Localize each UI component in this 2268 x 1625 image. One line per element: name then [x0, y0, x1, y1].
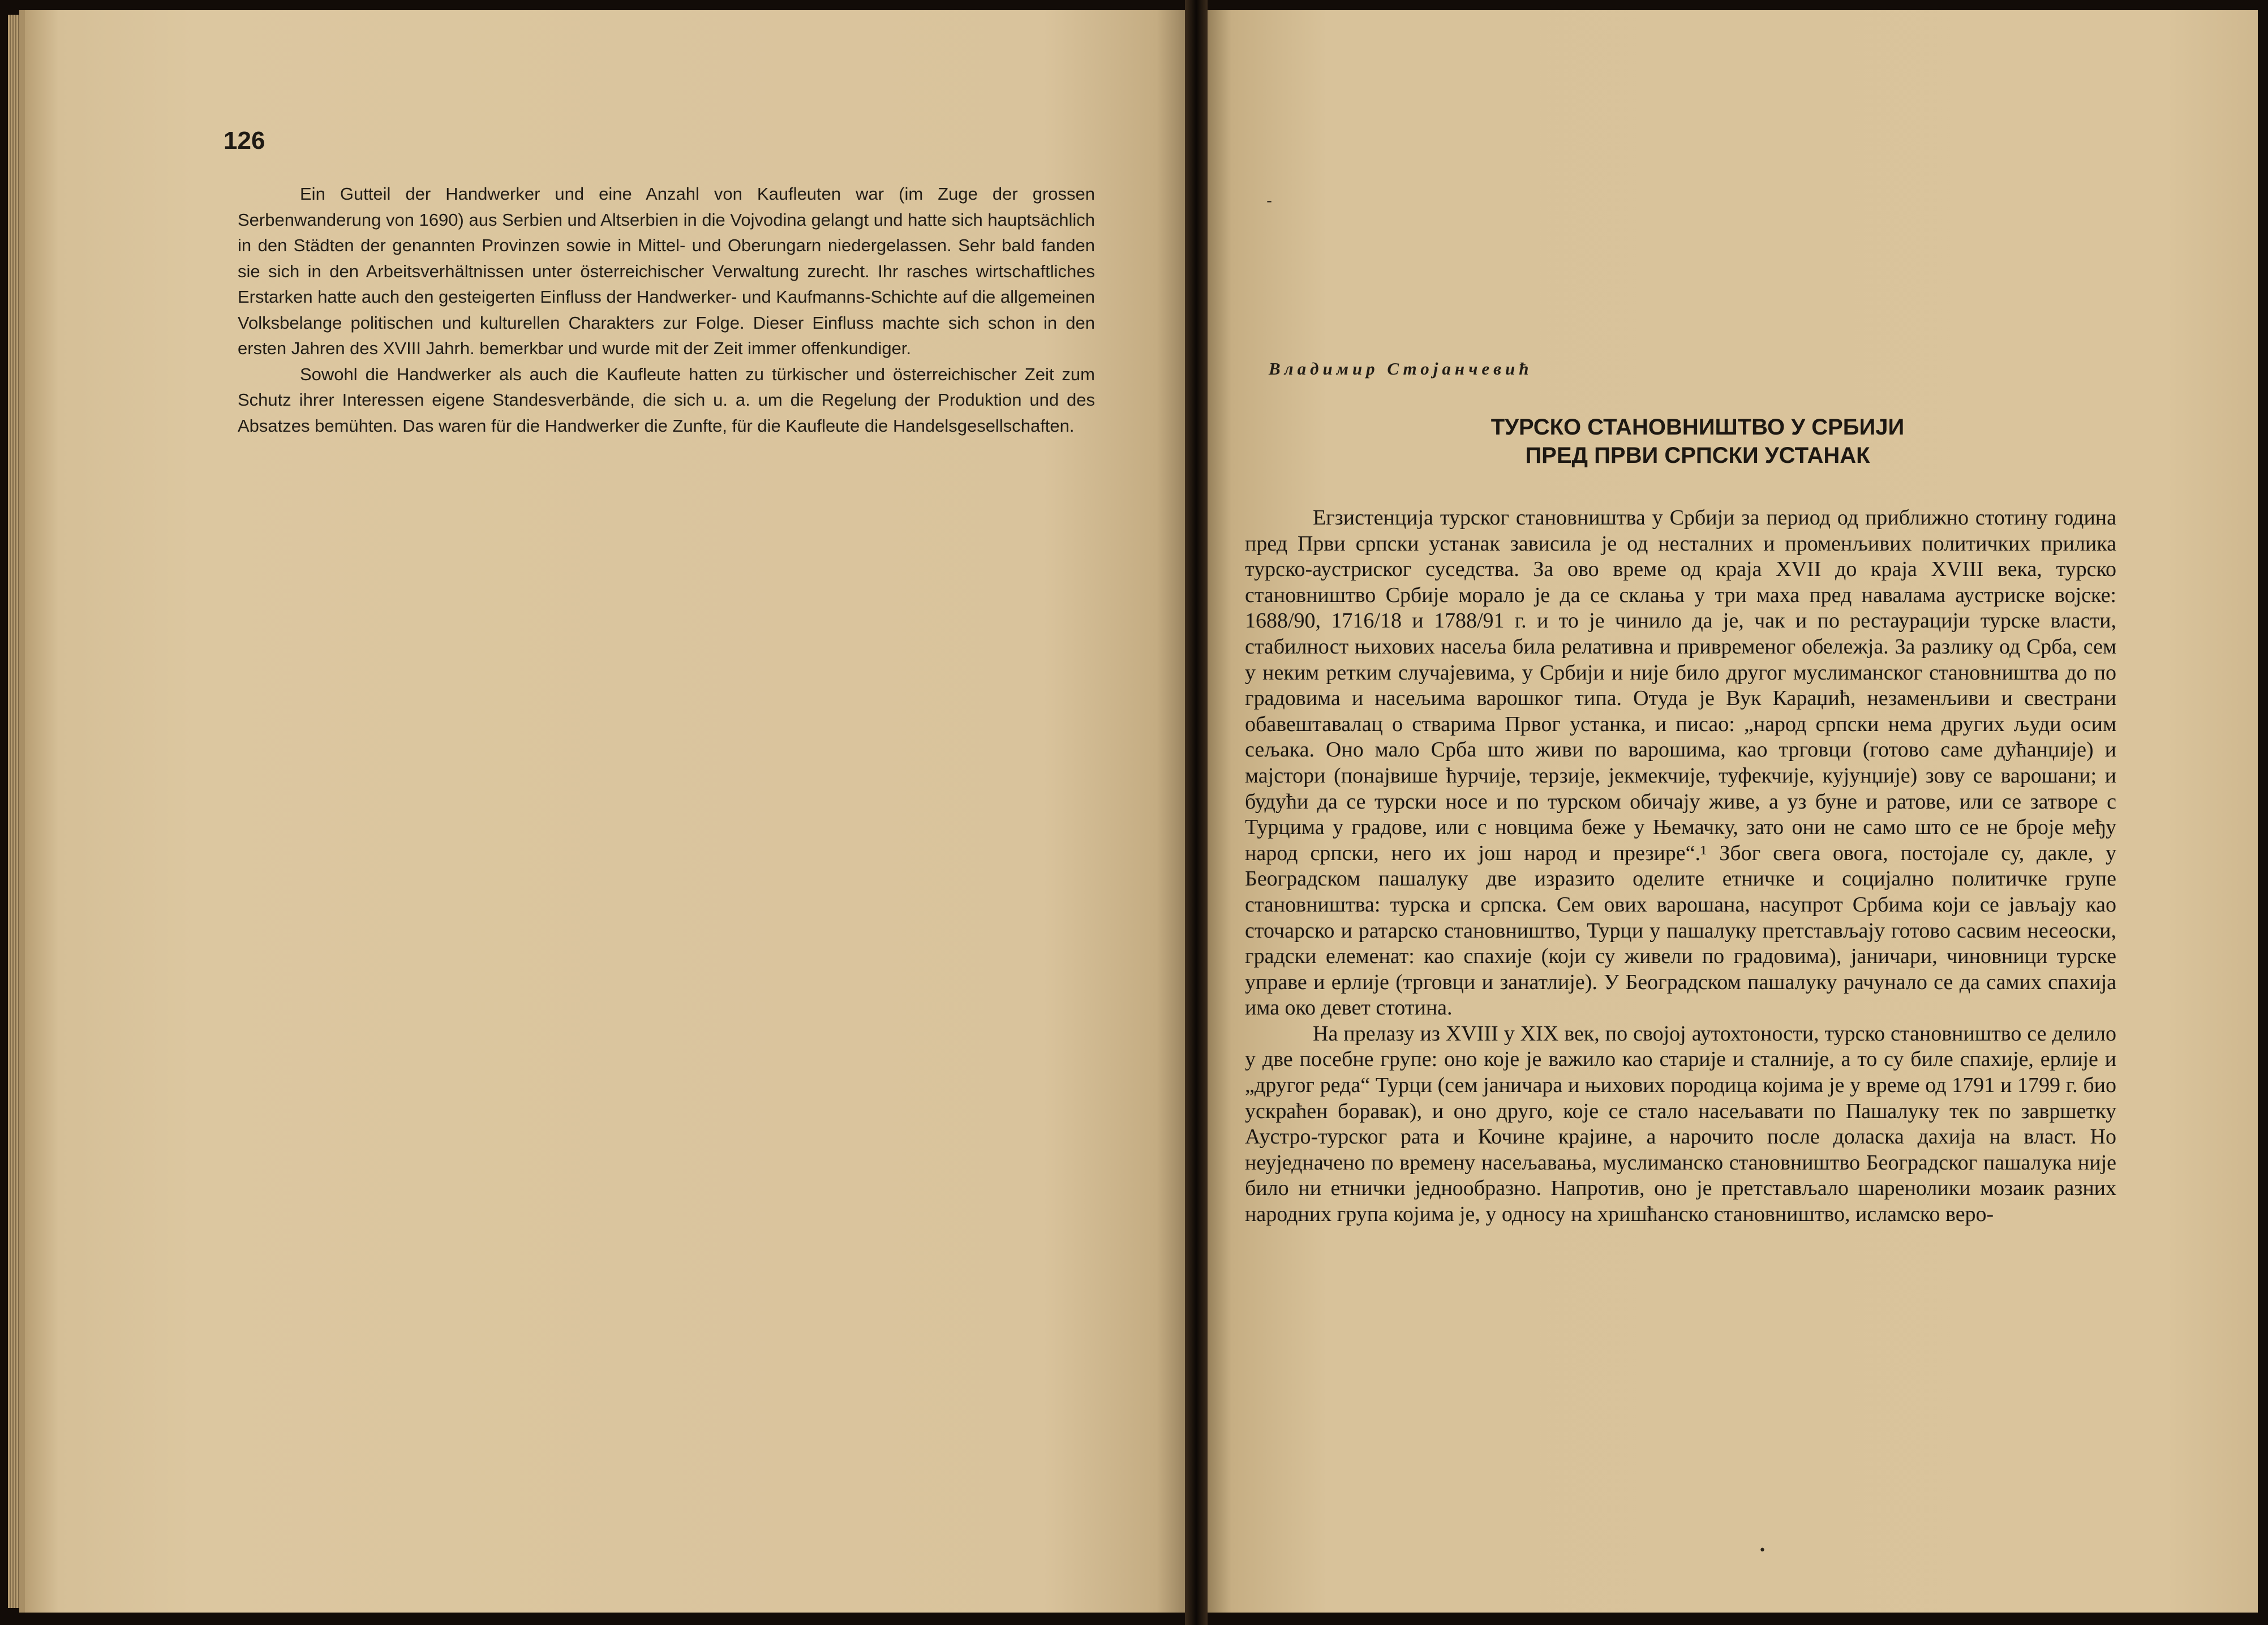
stray-mark: - — [1266, 191, 1273, 210]
right-paragraph: На прелазу из XVIII у XIX век, по својој аутохтоности, турско становништво се делило у две посебне групе: оно које је важило као старије и сталније, а то су биле спахије, ерлије и „другог реда“ Турци (сем јаничара и њихових породица којима је у време од 1791 и 1799 г. био ускраћен боравак), и оно друго, које се стало насељавати по Пашалуку тек по завршетку Аустро-турског рата и Кочине крајине, а нарочито после доласка дахија на власт. Но неуједначено по времену насељавања, муслиманско становништво Београдског пашалука није било ни етнички једнообразно. Напротив, оно је претстављало шаренолики мозаик разних народних група којима је, у односу на хришћанско становништво, исламско веро- — [1245, 1021, 2116, 1227]
title-line: ТУРСКО СТАНОВНИШТВО У СРБИЈИ — [1490, 415, 1905, 440]
title-line: ПРЕД ПРВИ СРПСКИ УСТАНАК — [1525, 443, 1870, 468]
stray-dot: • — [1759, 1544, 1766, 1558]
right-paragraph: Егзистенција турског становништва у Србији за период од приближно стотину година пред Први српски устанак зависила је од несталних и променљивих политичких прилика турско-аустриског суседства. За ово време од краја XVII до краја XVIII века, турско становништво Србије морало је да се склања у три маха пред навалама аустриске војске: 1688/90, 1716/18 и 1788/91 г. и то је чинило да је, чак и по рестаурацији турске власти, стабилност њихових насеља била релативна и привременог обележја. За разлику од Срба, сем у неким ретким случајевима, у Србији и није било другог муслиманског становништва до по градовима и насељима варошког типа. Отуда је Вук Караџић, незаменљиви и свестрани обавештавалац о стварима Првог устанка, и писао: „народ српски нема других људи осим сељака. Оно мало Срба што живи по варошима, као трговци (готово саме дућанџије) и мајстори (понајвише ћурчије, терзије, јекмекчије, туфекчије, кујунџије) зову се варошани; и будући да се турски носе и по турском обичају живе, а уз буне и ратове, или се затворе с Турцима у градове, или с новцима беже у Њемачку, зато они не само што се не броје међу народ српски, него их још народ и презире“.¹ Због свега овога, постојале су, дакле, у Београдском пашалуку две изразито оделите етничке и социјално политичке групе становништва: турска и српска. Сем ових варошана, насупрот Србима који се јављају као сточарско и ратарско становништво, Турци у пашалуку претстављају готово сасвим несеоски, градски елеменат: као спахије (који су живели по градовима), јаничари, чиновници турске управе и ерлије (трговци и занатлије). У Београдском пашалуку рачунало се да самих спахија има око девет стотина. — [1245, 506, 2116, 1020]
article-author: Владимир Стојанчевић — [1269, 359, 1533, 379]
left-paragraph: Sowohl die Handwerker als auch die Kaufleute hatten zu türkischer und österreichischer Zeit zum Schutz ihrer Interessen eigene Standesverbände, die sich u. a. um die Regelung der Produktion und des Absatzes bemühten. Das waren für die Handwerker die Zunfte, für die Kaufleute die Handelsgesellschaften. — [238, 364, 1095, 436]
page-number: 126 — [224, 127, 265, 154]
right-page-text — [1245, 505, 2116, 1228]
article-title — [1415, 413, 1981, 470]
left-paragraph: Ein Gutteil der Handwerker und eine Anzahl von Kaufleuten war (im Zuge der grossen Serbenwanderung von 1690) aus Serbien und Altserbien in die Vojvodina gelangt und hatte sich hauptsächlich in den Städten der genannten Provinzen sowie in Mittel- und Oberungarn niedergelassen. Sehr bald fanden sie sich in den Arbeitsverhältnissen unter österreichischer Verwaltung zurecht. Ihr rasches wirtschaftliches Erstarken hatte auch den gesteigerten Einfluss der Handwerker- und Kaufmanns-Schichte auf die allgemeinen Volksbelange politischen und kulturellen Charakters zur Folge. Dieser Einfluss machte sich schon in den ersten Jahren des XVIII Jahrh. bemerkbar und wurde mit der Zeit immer offenkundiger. — [238, 184, 1095, 358]
book-gutter — [1185, 0, 1208, 1625]
left-page-text — [238, 181, 1095, 439]
